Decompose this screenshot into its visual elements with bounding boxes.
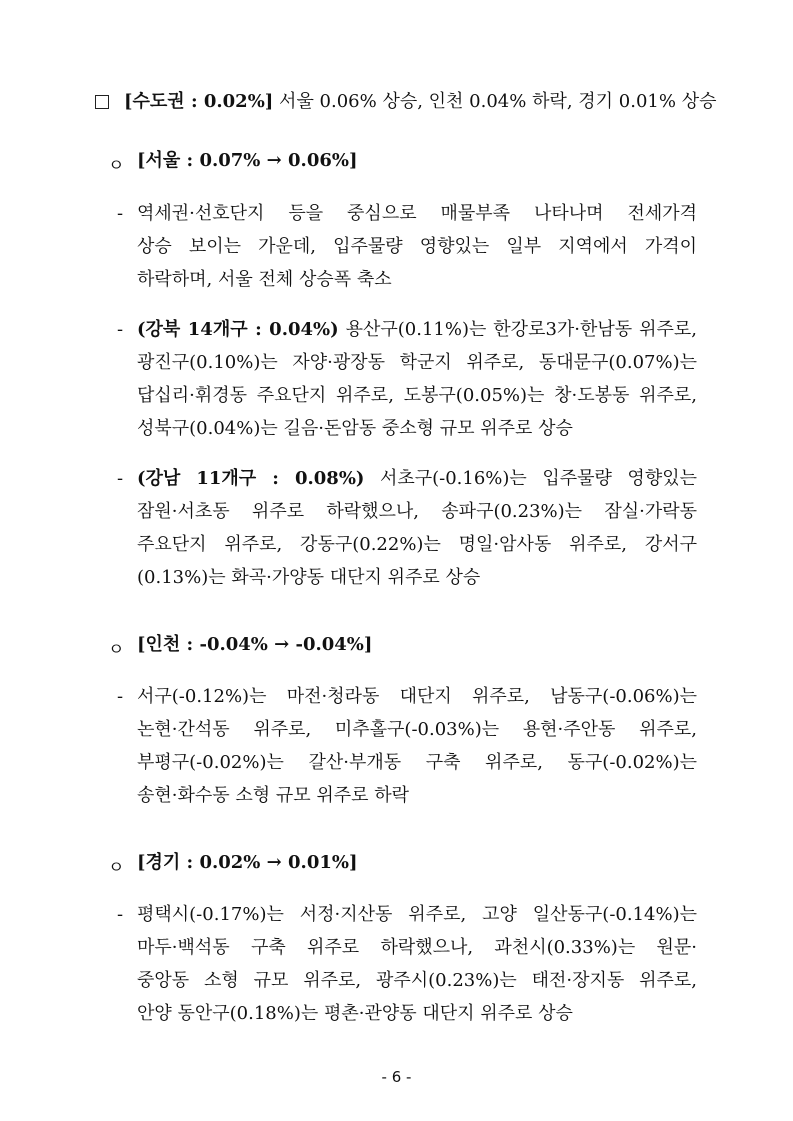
gangbuk-label: (강북 14개구 : 0.04%) — [137, 319, 339, 340]
gyeonggi-p1-line: 안양 동안구(0.18%)는 평촌·관양동 대단지 위주로 상승 — [137, 1003, 573, 1024]
seoul-heading: [서울 : 0.07% → 0.06%] — [137, 150, 358, 171]
incheon-heading: [인천 : -0.04% → -0.04%] — [137, 634, 373, 655]
gyeonggi-p1-line: 마두·백석동 구축 위주로 하락했으나, 과천시(0.33%)는 원문· — [137, 937, 697, 958]
seoul-p3-line: (0.13%)는 화곡·가양동 대단지 위주로 상승 — [137, 567, 481, 588]
bullet-icon: ㅇ — [108, 858, 125, 878]
summary-label: [수도권 : 0.02%] — [124, 91, 274, 112]
incheon-p1-line: 부평구(-0.02%)는 갈산·부개동 구축 위주로, 동구(-0.02%)는 — [137, 752, 697, 773]
seoul-p3-line: 잠원·서초동 위주로 하락했으나, 송파구(0.23%)는 잠실·가락동 — [137, 501, 697, 522]
incheon-p1-line: 서구(-0.12%)는 마전·청라동 대단지 위주로, 남동구(-0.06%)는 — [137, 686, 697, 707]
gangnam-label: (강남 11개구 : 0.08%) — [137, 468, 365, 489]
bullet-icon: ㅇ — [108, 640, 125, 660]
seoul-p2-line: 성북구(0.04%)는 길음·돈암동 중소형 규모 위주로 상승 — [137, 418, 573, 439]
dash-icon: - — [117, 686, 124, 707]
seoul-p1-line: 하락하며, 서울 전체 상승폭 축소 — [137, 269, 392, 290]
dash-icon: - — [117, 319, 124, 340]
seoul-p2-line: 광진구(0.10%)는 자양·광장동 학군지 위주로, 동대문구(0.07%)는 — [137, 352, 697, 373]
seoul-p2-line: 답십리·휘경동 주요단지 위주로, 도봉구(0.05%)는 창·도봉동 위주로, — [137, 385, 697, 406]
gyeonggi-heading: [경기 : 0.02% → 0.01%] — [137, 852, 358, 873]
dash-icon: - — [117, 203, 124, 224]
seoul-p3-line — [137, 466, 697, 492]
incheon-p1-line: 논현·간석동 위주로, 미추홀구(-0.03%)는 용현·주안동 위주로, — [137, 719, 697, 740]
dash-icon: - — [117, 904, 124, 925]
seoul-p2-line — [137, 317, 697, 343]
gyeonggi-p1-line: 중앙동 소형 규모 위주로, 광주시(0.23%)는 태전·장지동 위주로, — [137, 970, 697, 991]
seoul-p1-line: 상승 보이는 가운데, 입주물량 영향있는 일부 지역에서 가격이 — [137, 236, 697, 257]
gyeonggi-p1-line: 평택시(-0.17%)는 서정·지산동 위주로, 고양 일산동구(-0.14%)는 — [137, 904, 697, 925]
dash-icon: - — [117, 468, 124, 489]
bullet-icon: ㅇ — [108, 156, 125, 176]
seoul-p2-text: 용산구(0.11%)는 한강로3가·한남동 위주로, — [338, 319, 697, 340]
summary-line — [124, 89, 716, 115]
page-number: - 6 - — [381, 1068, 412, 1086]
seoul-p1-line: 역세권·선호단지 등을 중심으로 매물부족 나타나며 전세가격 — [137, 203, 697, 224]
seoul-p3-line: 주요단지 위주로, 강동구(0.22%)는 명일·암사동 위주로, 강서구 — [137, 534, 697, 555]
checkbox-icon — [95, 95, 109, 109]
seoul-p3-text: 서초구(-0.16%)는 입주물량 영향있는 — [364, 468, 697, 489]
incheon-p1-line: 송현·화수동 소형 규모 위주로 하락 — [137, 785, 410, 806]
summary-text: 서울 0.06% 상승, 인천 0.04% 하락, 경기 0.01% 상승 — [273, 91, 717, 112]
